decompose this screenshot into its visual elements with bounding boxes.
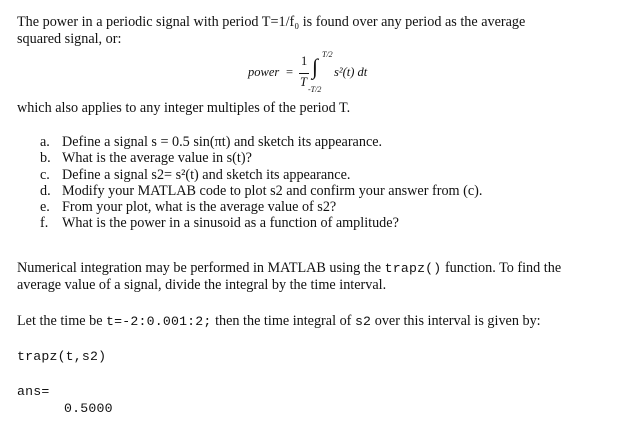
numerical-integration-line-2: average value of a signal, divide the integral by the time interval.: [17, 277, 387, 293]
formula-equals: =: [286, 65, 294, 79]
item-letter: d.: [40, 182, 51, 199]
item-text: What is the average value in s(t)?: [62, 150, 252, 167]
signal-code: s2: [354, 314, 372, 329]
list-item: [40, 199, 482, 215]
item-text: Define a signal s = 0.5 sin(πt) and sketch its appearance.: [62, 134, 383, 150]
list-item: [40, 215, 482, 231]
list-item: [40, 183, 482, 199]
list-item: [40, 167, 482, 183]
item-letter: b.: [40, 150, 51, 167]
trapz-code: trapz(): [384, 261, 442, 276]
ans-label: ans=: [17, 384, 50, 399]
time-definition-line: [17, 313, 541, 330]
time-post: over this interval is given by:: [371, 313, 541, 329]
item-letter: f.: [40, 215, 49, 232]
item-text: What is the power in a sinusoid as a function of amplitude?: [62, 215, 399, 232]
item-text: Modify your MATLAB code to plot s2 and confirm your answer from (c).: [62, 182, 483, 199]
question-list: [40, 134, 482, 232]
item-letter: a.: [40, 134, 50, 150]
item-text: Define a signal s2= s²(t) and sketch its appearance.: [62, 166, 351, 183]
ans-value: 0.5000: [64, 401, 113, 416]
matlab-command: trapz(t,s2): [17, 349, 107, 364]
item-letter: e.: [40, 199, 50, 216]
after-formula-text: which also applies to any integer multiples of the period T.: [17, 100, 351, 116]
time-pre: Let the time be: [17, 313, 107, 329]
integral-sign: ∫: [312, 54, 319, 79]
time-mid: then the time integral of: [211, 313, 355, 329]
formula-lhs: power: [248, 65, 280, 79]
numerical-integration-line-1: [17, 260, 561, 277]
intro-line-2: squared signal, or:: [17, 31, 122, 47]
item-letter: c.: [40, 166, 50, 183]
fraction-bar: [299, 73, 309, 74]
formula-denominator: T: [300, 75, 307, 89]
numint-post: function. To find the: [441, 260, 562, 276]
list-item: [40, 150, 482, 166]
intro-line-1: The power in a periodic signal with period T=1/f₀ is found over any period as the average: [17, 14, 526, 30]
formula-upper-limit: T/2: [322, 50, 333, 59]
item-text: From your plot, what is the average value of s2?: [62, 199, 337, 216]
formula-lower-limit: -T/2: [308, 85, 322, 94]
formula-integrand: s²(t) dt: [334, 65, 368, 79]
numint-pre: Numerical integration may be performed in MATLAB using the: [17, 260, 385, 276]
power-formula: [248, 50, 408, 100]
time-code: t=-2:0.001:2;: [106, 314, 212, 329]
list-item: [40, 134, 482, 150]
formula-numerator: 1: [301, 54, 308, 68]
